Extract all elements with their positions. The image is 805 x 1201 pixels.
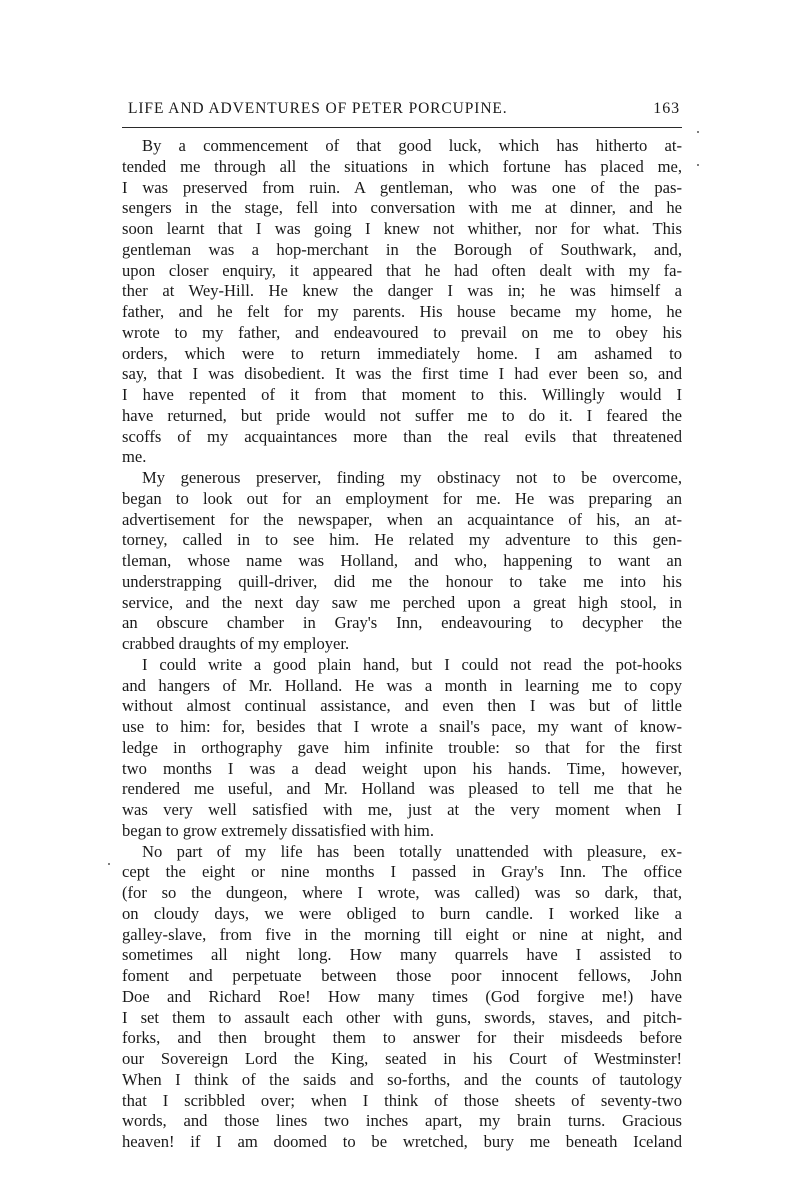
- scan-speck: [108, 863, 110, 865]
- text-line: (for so the dungeon, where I wrote, was called) was so dark, that,: [122, 883, 682, 902]
- text-line: that I scribbled over; when I think of those sheets of seventy-two: [122, 1090, 682, 1110]
- text-line: forks, and then brought them to answer for their misdeeds before: [122, 1028, 682, 1048]
- text-line: service, and the next day saw me perched upon a great high stool, in: [122, 592, 682, 612]
- text-line: use to him: for, besides that I wrote a snail's pace, my want of know-: [122, 717, 682, 736]
- paragraph-3: [122, 655, 682, 842]
- text-line: I set them to assault each other with guns, swords, staves, and pitch-: [122, 1007, 682, 1027]
- text-line: upon closer enquiry, it appeared that he had often dealt with my fa-: [122, 260, 682, 280]
- scan-speck: [697, 131, 699, 133]
- text-line: By a commencement of that good luck, which has hitherto at-: [142, 136, 682, 155]
- text-line: sometimes all night long. How many quarrels have I assisted to: [122, 945, 682, 965]
- text-line: My generous preserver, finding my obstinacy not to be overcome,: [142, 468, 682, 487]
- text-line: was very well satisfied with me, just at the very moment when I: [122, 800, 682, 819]
- text-line: tleman, whose name was Holland, and who, happening to want an: [122, 551, 682, 570]
- text-line: understrapping quill-driver, did me the honour to take me into his: [122, 571, 682, 591]
- text-line: galley-slave, from five in the morning till eight or nine at night, and: [122, 924, 682, 944]
- text-line: Doe and Richard Roe! How many times (God forgive me!) have: [122, 986, 682, 1006]
- paragraph-1: [122, 136, 682, 468]
- text-line: have returned, but pride would not suffer me to do it. I feared the: [122, 405, 682, 425]
- text-line: gentleman was a hop-merchant in the Borough of Southwark, and,: [122, 239, 682, 259]
- running-header: [122, 90, 682, 120]
- text-line: I have repented of it from that moment to this. Willingly would I: [122, 385, 682, 404]
- text-line: scoffs of my acquaintances more than the real evils that threatened: [122, 426, 682, 446]
- text-line: soon learnt that I was going I knew not whither, nor for what. This: [122, 219, 682, 238]
- body-text: [122, 136, 682, 1153]
- text-line: advertisement for the newspaper, when an acquaintance of his, an at-: [122, 509, 682, 529]
- text-line: our Sovereign Lord the King, seated in his Court of Westminster!: [122, 1049, 682, 1068]
- text-line: No part of my life has been totally unattended with pleasure, ex-: [142, 841, 682, 861]
- text-line: I could write a good plain hand, but I could not read the pot-hooks: [142, 654, 682, 674]
- text-line: began to look out for an employment for me. He was preparing an: [122, 488, 682, 508]
- header-rule: [122, 127, 682, 128]
- text-line: father, and he felt for my parents. His house became my home, he: [122, 302, 682, 321]
- text-line: and hangers of Mr. Holland. He was a month in learning me to copy: [122, 675, 682, 695]
- book-page: [122, 90, 682, 1153]
- text-line: cept the eight or nine months I passed in Gray's Inn. The office: [122, 862, 682, 882]
- text-line: orders, which were to return immediately home. I am ashamed to: [122, 343, 682, 363]
- text-line: I was preserved from ruin. A gentleman, who was one of the pas-: [122, 177, 682, 197]
- text-line: words, and those lines two inches apart, my brain turns. Gracious: [122, 1111, 682, 1131]
- text-line: When I think of the saids and so-forths, and the counts of tautology: [122, 1069, 682, 1089]
- text-line: foment and perpetuate between those poor innocent fellows, John: [122, 966, 682, 985]
- text-line: heaven! if I am doomed to be wretched, bury me beneath Iceland: [122, 1132, 682, 1151]
- page-number: 163: [653, 100, 680, 117]
- text-line: wrote to my father, and endeavoured to prevail on me to obey his: [122, 322, 682, 342]
- paragraph-4: [122, 842, 682, 1153]
- text-line: two months I was a dead weight upon his hands. Time, however,: [122, 758, 682, 778]
- text-line: rendered me useful, and Mr. Holland was pleased to tell me that he: [122, 779, 682, 799]
- text-line: say, that I was disobedient. It was the first time I had ever been so, and: [122, 364, 682, 384]
- text-line: began to grow extremely dissatisfied with him.: [122, 820, 434, 840]
- text-line: ledge in orthography gave him infinite trouble: so that for the first: [122, 737, 682, 757]
- text-line: ther at Wey-Hill. He knew the danger I was in; he was himself a: [122, 281, 682, 301]
- text-line: me.: [122, 447, 147, 467]
- text-line: sengers in the stage, fell into conversation with me at dinner, and he: [122, 198, 682, 218]
- text-line: without almost continual assistance, and even then I was but of little: [122, 696, 682, 716]
- running-title: LIFE AND ADVENTURES OF PETER PORCUPINE.: [128, 100, 508, 117]
- text-line: an obscure chamber in Gray's Inn, endeavouring to decypher the: [122, 613, 682, 633]
- paragraph-2: [122, 468, 682, 655]
- text-line: torney, called in to see him. He related my adventure to this gen-: [122, 530, 682, 550]
- text-line: crabbed draughts of my employer.: [122, 634, 350, 653]
- text-line: tended me through all the situations in which fortune has placed me,: [122, 156, 682, 176]
- text-line: on cloudy days, we were obliged to burn candle. I worked like a: [122, 903, 682, 923]
- scan-speck: [697, 164, 699, 166]
